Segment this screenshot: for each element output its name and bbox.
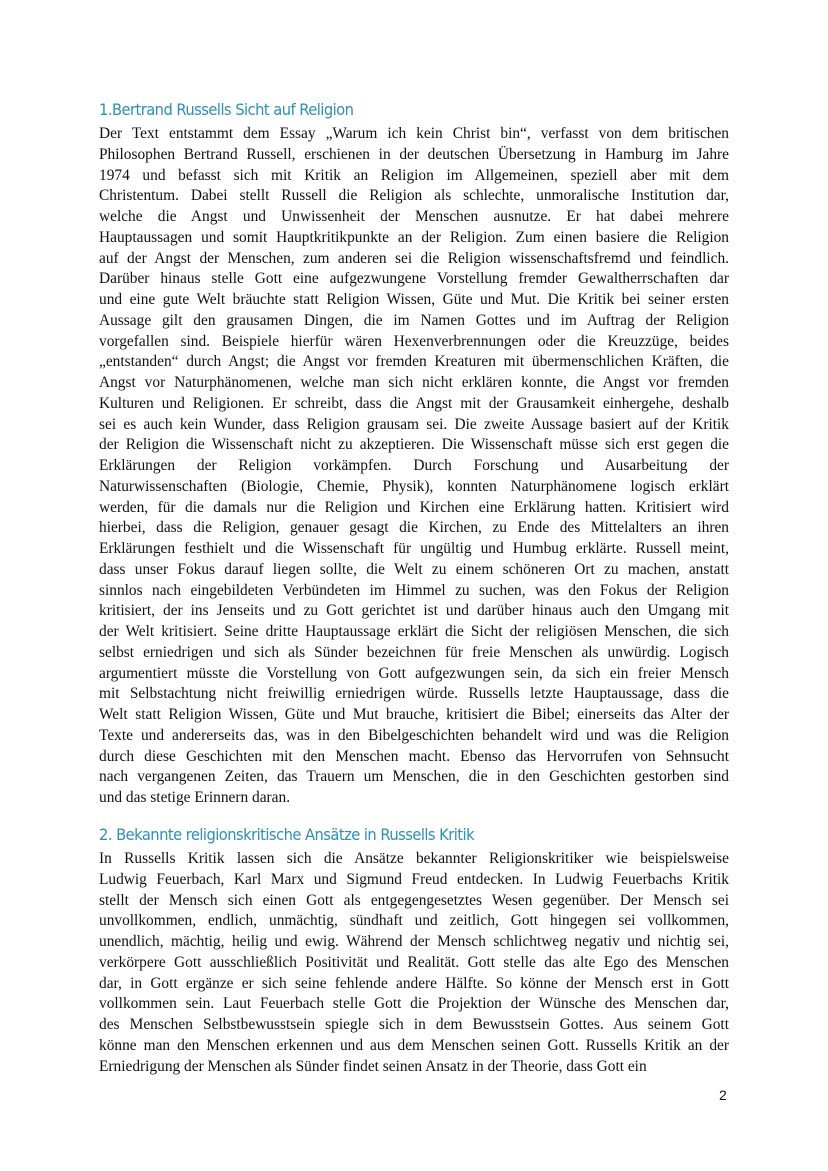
page-number: 2 <box>719 1087 727 1103</box>
text-line: der Welt kritisiert. Seine dritte Hauptaussage erklärt die Sicht der religiösen Menschen, die sich <box>99 623 729 640</box>
text-line: Aussage gilt den grausamen Dingen, die im Namen Gottes und im Auftrag der Religion <box>99 311 729 329</box>
section-2-heading: 2. Bekannte religionskritische Ansätze in Russells Kritik <box>99 825 475 844</box>
text-line: sei es auch kein Wunder, dass Religion grausam sei. Die zweite Aussage basiert auf der Kritik <box>99 415 729 433</box>
text-line: Erklärungen festhielt und die Wissenschaft für ungültig und Humbug erklärte. Russell meint, <box>99 540 729 557</box>
text-line: der Religion die Wissenschaft nicht zu akzeptieren. Die Wissenschaft müsse sich erst gegen die <box>99 436 729 454</box>
text-line: Christentum. Dabei stellt Russell die Religion als schlechte, unmoralische Institution dar, <box>99 187 729 205</box>
text-line: kritisiert, der ins Jenseits und zu Gott gerichtet ist und darüber hinaus auch den Umgang mit <box>99 602 729 620</box>
text-line: „entstanden“ durch Angst; die Angst vor fremden Kreaturen mit übermenschlichen Kräften, die <box>99 353 729 371</box>
text-line: argumentiert müsste die Vorstellung von Gott aufgezwungen sein, da sich ein freier Mensch <box>99 664 729 682</box>
text-line: Ludwig Feuerbach, Karl Marx und Sigmund Freud entdecken. In Ludwig Feuerbachs Kritik <box>99 870 729 888</box>
text-line: auf der Angst der Menschen, zum anderen sei die Religion wissenschaftsfremd und feindlich. <box>99 249 729 267</box>
section-2-paragraph <box>99 849 729 1077</box>
text-line: Der Text entstammt dem Essay „Warum ich kein Christ bin“, verfasst von dem britischen <box>99 125 729 142</box>
text-line: des Menschen Selbstbewusstsein spiegle sich in dem Bewusstsein Gottes. Aus seinem Gott <box>99 1016 729 1033</box>
text-line: In Russells Kritik lassen sich die Ansätze bekannter Religionskritiker wie beispielsweise <box>99 850 729 867</box>
text-line: und das stetige Erinnern daran. <box>99 789 291 806</box>
text-line: verkörpere Gott ausschließlich Positivität und Realität. Gott stelle das alte Ego des Menschen <box>99 953 729 971</box>
text-line: 1974 und befasst sich mit Kritik an Religion im Allgemeinen, speziell aber mit dem <box>99 166 729 184</box>
text-line: dass unser Fokus darauf liegen sollte, die Welt zu einem schöneren Ort zu machen, anstatt <box>99 560 729 578</box>
text-line: unendlich, mächtig, heilig und ewig. Während der Mensch schlichtweg negativ und nichtig sei, <box>99 933 729 950</box>
text-line: welche die Angst und Unwissenheit der Menschen ausnutze. Er hat dabei mehrere <box>99 208 729 225</box>
text-line: Darüber hinaus stelle Gott eine aufgezwungene Vorstellung fremder Gewaltherrschaften dar <box>99 270 729 288</box>
text-line: könne man den Menschen erkennen und aus dem Menschen seinen Gott. Russells Kritik an der <box>99 1036 729 1054</box>
text-line: Kulturen und Religionen. Er schreibt, dass die Angst mit der Grausamkeit einhergehe, deshalb <box>99 394 729 412</box>
section-1-heading: 1.Bertrand Russells Sicht auf Religion <box>99 100 354 119</box>
text-line: nach vergangenen Zeiten, das Trauern um Menschen, die in den Geschichten gestorben sind <box>99 768 729 786</box>
text-line: vollkommen sein. Laut Feuerbach stelle Gott die Projektion der Wünsche des Menschen dar, <box>99 995 729 1013</box>
text-line: Philosophen Bertrand Russell, erschienen in der deutschen Übersetzung in Hamburg im Jahre <box>99 145 729 163</box>
text-line: stellt der Mensch sich einen Gott als entgegengesetztes Wesen gegenüber. Der Mensch sei <box>99 891 729 909</box>
text-line: mit Selbstachtung nicht freiwillig erniedrigen würde. Russells letzte Hauptaussage, dass die <box>99 685 729 703</box>
text-line: sinnlos nach eingebildeten Verbündeten im Himmel zu suchen, was den Fokus der Religion <box>99 581 729 599</box>
section-1-paragraph <box>99 124 729 809</box>
text-line: und eine gute Welt bräuchte statt Religion Wissen, Güte und Mut. Die Kritik bei seiner ersten <box>99 291 729 308</box>
text-line: durch diese Geschichten mit den Menschen macht. Ebenso das Hervorrufen von Sehnsucht <box>99 747 729 765</box>
text-line: werden, für die damals nur die Religion und Kirchen eine Erklärung hatten. Kritisiert wird <box>99 498 729 516</box>
text-line: Naturwissenschaften (Biologie, Chemie, Physik), konnten Naturphänomene logisch erklärt <box>99 477 729 495</box>
text-line: unvollkommen, endlich, unmächtig, sündhaft und zeitlich, Gott hingegen sei vollkommen, <box>99 912 729 930</box>
text-line: Welt statt Religion Wissen, Güte und Mut brauche, kritisiert die Bibel; einerseits das Alter der <box>99 706 729 723</box>
text-line: vorgefallen sind. Beispiele hierfür wären Hexenverbrennungen oder die Kreuzzüge, beides <box>99 332 729 350</box>
text-line: selbst erniedrigen und sich als Sünder bezeichnen für freie Menschen als unwürdig. Logisch <box>99 643 729 661</box>
text-line: Erniedrigung der Menschen als Sünder findet seinen Ansatz in der Theorie, dass Gott ein <box>99 1057 647 1075</box>
text-line: Angst vor Naturphänomenen, welche man sich nicht erklären konnte, die Angst vor fremden <box>99 374 729 391</box>
text-line: dar, in Gott ergänze er sich seine fehlende andere Hälfte. So könne der Mensch erst in Gott <box>99 974 729 992</box>
text-line: Texte und andererseits das, was in den Bibelgeschichten behandelt wird und was die Religion <box>99 726 729 744</box>
text-line: Erklärungen der Religion vorkämpfen. Durch Forschung und Ausarbeitung der <box>99 457 729 474</box>
text-line: hierbei, dass die Religion, genauer gesagt die Kirchen, zu Ende des Mittelalters an ihren <box>99 519 729 537</box>
text-line: Hauptaussagen und somit Hauptkritikpunkte an der Religion. Zum einen basiere die Religion <box>99 228 729 246</box>
